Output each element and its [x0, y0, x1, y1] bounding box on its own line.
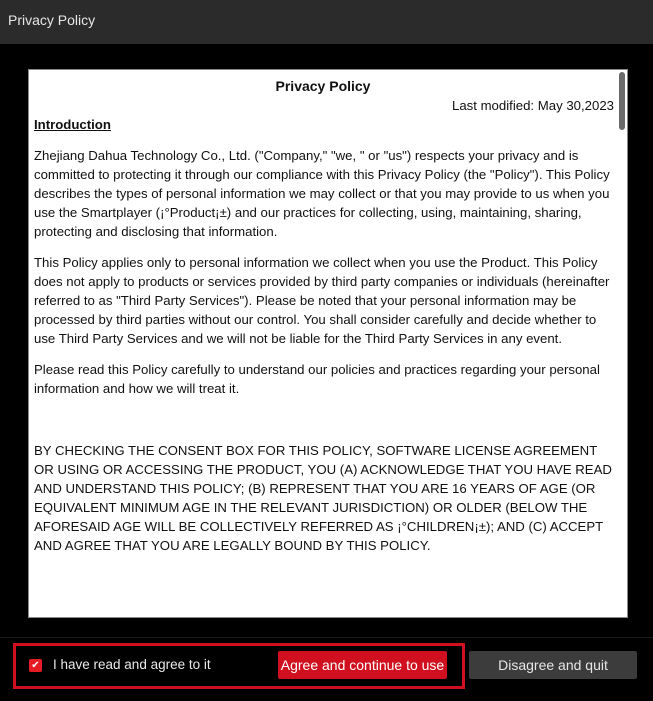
window-title: Privacy Policy: [8, 12, 96, 28]
window-title-bar: [0, 0, 653, 44]
policy-paragraph-1: Zhejiang Dahua Technology Co., Ltd. ("Company," "we, " or "us") respects your privacy and is committed to protecting it through our compliance with this Privacy Policy (the "Policy"). This Policy describes the types of personal information we may collect or that you may provide to us when you use the Smartplayer (¡°Product¡±) and our practices for collecting, using, maintaining, sharing, protecting and disclosing that information.: [34, 148, 610, 239]
agree-checkbox[interactable]: [29, 659, 42, 672]
introduction-heading: Introduction: [34, 117, 111, 132]
policy-paragraph-4: BY CHECKING THE CONSENT BOX FOR THIS POLICY, SOFTWARE LICENSE AGREEMENT OR USING OR ACCESSING THE PRODUCT, YOU (A) ACKNOWLEDGE THAT YOU HAVE READ AND UNDERSTAND THIS POLICY; (B) REPRESENT THAT YOU ARE 16 YEARS OF AGE (OR EQUIVALENT MINIMUM AGE IN THE RELEVANT JURISDICTION) OR OLDER (BELOW THE AFORESAID AGE WILL BE COLLECTIVELY REFERRED AS ¡°CHILDREN¡±); AND (C) ACCEPT AND AGREE THAT YOU ARE LEGALLY BOUND BY THIS POLICY.: [34, 443, 612, 553]
vertical-scrollbar[interactable]: [619, 72, 625, 615]
disagree-and-quit-button[interactable]: Disagree and quit: [469, 651, 637, 679]
last-modified-date: Last modified: May 30,2023: [451, 98, 614, 113]
policy-paragraph-2: This Policy applies only to personal information we collect when you use the Product. This Policy does not apply to products or services provided by third party companies or individuals (hereinafter referred to as "Third Party Services"). Please be noted that your personal information may be processed by third parties without our control. You shall consider carefully and decide whether to use Third Party Services and we will not be liable for the Third Party Services in any event.: [34, 255, 610, 346]
document-title: Privacy Policy: [275, 78, 371, 94]
footer-divider: [0, 637, 653, 638]
agree-checkbox-label[interactable]: I have read and agree to it: [53, 657, 211, 672]
scrollbar-thumb[interactable]: [619, 72, 625, 130]
agree-and-continue-button[interactable]: Agree and continue to use: [278, 651, 447, 679]
policy-paragraph-3: Please read this Policy carefully to understand our policies and practices regarding your personal information and how we will treat it.: [34, 362, 600, 396]
document-content: [34, 77, 612, 555]
privacy-policy-document[interactable]: [28, 69, 628, 618]
check-icon: ✔: [31, 660, 40, 671]
